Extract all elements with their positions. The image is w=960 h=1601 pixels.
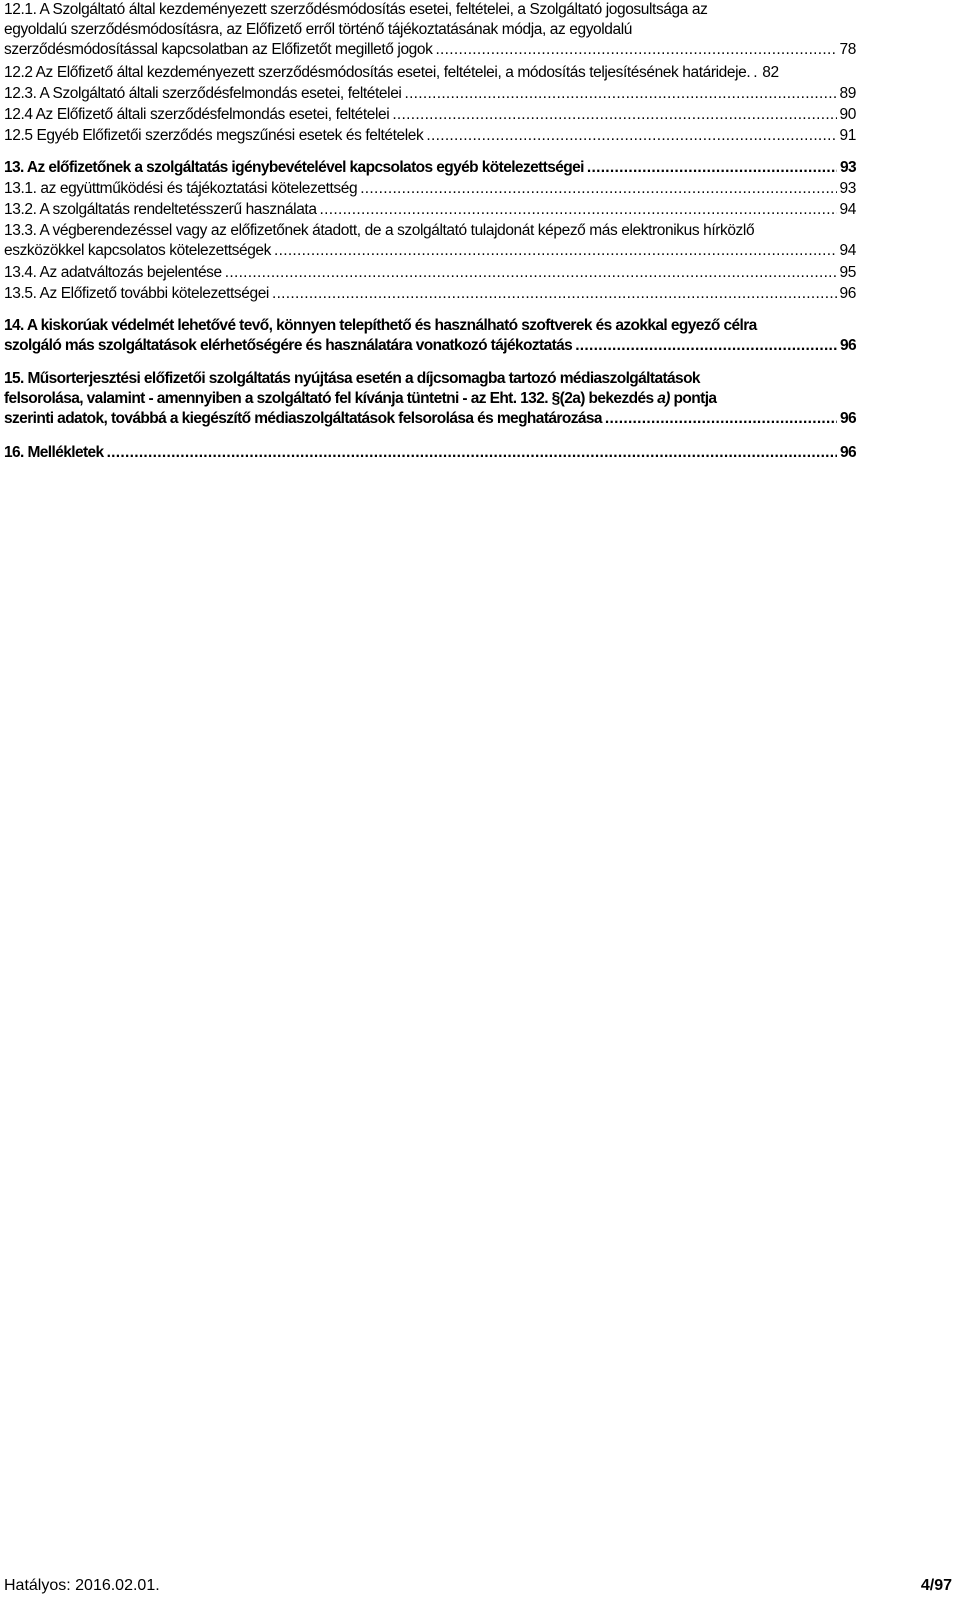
toc-entry-13-3[interactable]: 13.3. A végberendezéssel vagy az előfizetőnek átadott, de a szolgáltató tulajdonát képező más elektronikus hírközlő eszközökkel kapcsolatos kötelezettségek ..... 94: [4, 221, 856, 261]
page-number: 78: [839, 41, 856, 58]
dot-leader: [426, 126, 836, 146]
page-footer: [4, 1577, 952, 1597]
toc-entry-16[interactable]: 16. Mellékletek ..... 96: [4, 443, 856, 463]
toc-entry-13[interactable]: 13. Az előfizetőnek a szolgáltatás igénybevételével kapcsolatos egyéb kötelezettségei ..... 93: [4, 158, 856, 178]
toc-entry-14[interactable]: 14. A kiskorúak védelmét lehetővé tevő, könnyen telepíthető és használható szoftverek és azokkal egyező célra szolgáló más szolgáltatások elérhetőségére és használatára vonatkozó tájékoztatás ..... 96: [4, 316, 856, 356]
page-number: 82: [762, 64, 779, 81]
page-number: 90: [839, 106, 856, 123]
page-number: 96: [839, 444, 856, 461]
dot-leader: [360, 179, 836, 199]
page-number: 96: [839, 337, 856, 354]
page-number: 93: [839, 159, 856, 176]
toc-entry-13-1[interactable]: 13.1. az együttműködési és tájékoztatási kötelezettség ..... 93: [4, 179, 856, 199]
page-number: 94: [839, 242, 856, 259]
page-number: 93: [839, 180, 856, 197]
toc-entry-13-5[interactable]: 13.5. Az Előfizető további kötelezettségei ..... 96: [4, 284, 856, 304]
dot-leader: [575, 336, 837, 356]
dot-leader: [587, 158, 837, 178]
dot-leader: [392, 105, 836, 125]
dot-leader: [107, 443, 837, 463]
dot-leader: [320, 200, 837, 220]
effective-date: Hatályos: 2016.02.01.: [4, 1577, 160, 1594]
toc-entry-12-5[interactable]: 12.5 Egyéb Előfizetői szerződés megszűnési esetek és feltételek ..... 91: [4, 126, 856, 146]
page-number: 95: [839, 264, 856, 281]
page-counter: 4/97: [920, 1577, 952, 1594]
toc-entry-15[interactable]: 15. Műsorterjesztési előfizetői szolgáltatás nyújtása esetén a díjcsomagba tartozó médiaszolgáltatások felsorolása, valamint - amennyiben a szolgáltató fel kívánja tüntetni - az Eht. 132. §(2a) bekezdés a) pontja szerinti adatok, továbbá a kiegészítő médiaszolgáltatások felsorolása és meghatározása ..... 96: [4, 369, 856, 429]
toc-entry-12-3[interactable]: 12.3. A Szolgáltató általi szerződésfelmondás esetei, feltételei ..... 89: [4, 84, 856, 104]
toc-entry-12-2[interactable]: 12.2 Az Előfizető által kezdeményezett szerződésmódosítás esetei, feltételei, a módosítás teljesítésének határideje. ..... 82: [4, 63, 856, 83]
toc-entry-13-2[interactable]: 13.2. A szolgáltatás rendeltetésszerű használata ..... 94: [4, 200, 856, 220]
dot-leader: [753, 63, 759, 83]
dot-leader: [225, 263, 837, 283]
page-number: 91: [839, 127, 856, 144]
page-number: 89: [839, 85, 856, 102]
toc-entry-12-4[interactable]: 12.4 Az Előfizető általi szerződésfelmondás esetei, feltételei ..... 90: [4, 105, 856, 125]
toc-entry-12-1[interactable]: 12.1. A Szolgáltató által kezdeményezett szerződésmódosítás esetei, feltételei, a Szolgáltató jogosultsága az egyoldalú szerződésmódosításra, az Előfizető erről történő tájékoztatásának módja, az egyoldalú szerződésmódosítással kapcsolatban az Előfizetőt megillető jogok ..... 78: [4, 0, 856, 60]
toc-entry-13-4[interactable]: 13.4. Az adatváltozás bejelentése ..... 95: [4, 263, 856, 283]
page-number: 96: [839, 285, 856, 302]
page-number: 96: [839, 410, 856, 427]
dot-leader: [605, 409, 837, 429]
dot-leader: [404, 84, 836, 104]
dot-leader: [274, 241, 837, 261]
dot-leader: [272, 284, 837, 304]
page-number: 94: [839, 201, 856, 218]
dot-leader: [435, 40, 836, 60]
